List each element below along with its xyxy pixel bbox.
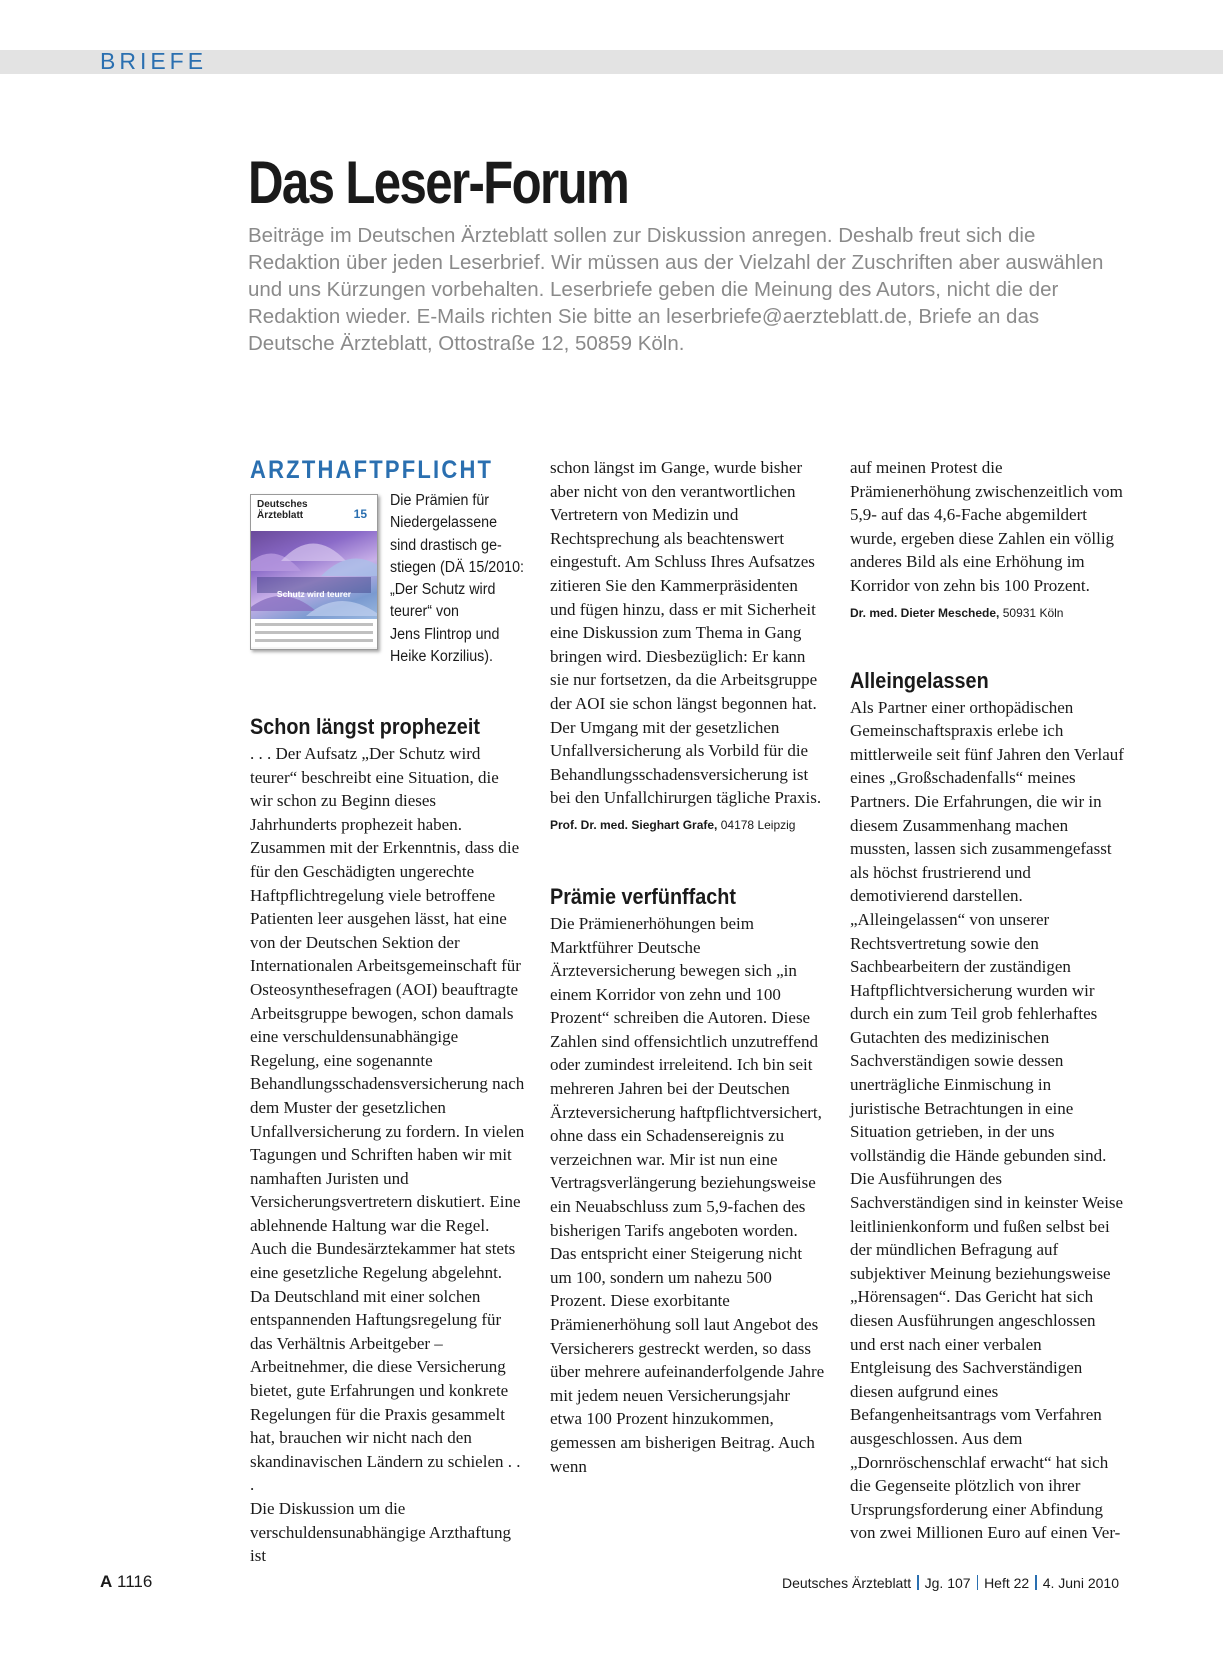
umbrella-image-icon: [251, 531, 377, 619]
journal-volume: Jg. 107: [924, 1575, 971, 1591]
intro-paragraph: Beiträge im Deutschen Ärzteblatt sollen zur Diskussion anregen. Deshalb freut sich die Redaktion über jeden Leserbrief. Wir müssen aus der Vielzahl der Zuschriften aber auswählen und uns Kürzungen vorbehalten. Leserbriefe geben die Meinung des Autors, nicht die der Redaktion wieder. E-Mails richten Sie bitte an leserbriefe@aerzteblatt.de, Briefe an das Deutsche Ärzteblatt, Ottostraße 12, 50859 Köln.: [248, 224, 1104, 355]
letter-2-body: Die Prämienerhöhungen beim Marktführer Deutsche Ärzteversicherung bewegen sich „in einem Korridor von zehn und 100 Prozent“ schreiben die Autoren. Diese Zahlen sind offensichtlich unzutreffend oder zumindest irreleitend. Ich bin seit mehreren Jahren bei der Deutschen Ärzteversicherung haftpflichtversichert, ohne dass ein Schadensereignis zu verzeichnen war. Mir ist nun eine Vertragsverlängerung beziehungsweise ein Neuabschluss zum 5,9-fachen des bisherigen Tarifs angeboten worden. Das entspricht einer Steigerung nicht um 100, sondern um nahezu 500 Prozent. Diese exorbitante Prämienerhöhung soll laut Angebot des Versicherers gestreckt werden, so dass über mehrere aufeinanderfolgende Jahre mit jedem neuen Versicherungsjahr etwa 100 Prozent hinzukommen, gemessen am bisherigen Beitrag. Auch wenn: [550, 913, 825, 1476]
column-1: [250, 456, 525, 1568]
journal-issue: Heft 22: [984, 1575, 1030, 1591]
separator: [977, 1575, 979, 1590]
reference-text: [390, 490, 524, 704]
letter-1-body-continued: Die Diskussion um die verschuldensunabhängige Arzthaftung ist: [250, 1499, 512, 1566]
cover-caption: Schutz wird teurer: [276, 589, 352, 599]
section-label: BRIEFE: [100, 48, 208, 74]
separator: [917, 1575, 919, 1590]
letter-1-signature: [550, 816, 825, 834]
page-title: Das Leser-Forum: [248, 149, 629, 216]
journal-name: Deutsches Ärzteblatt: [781, 1575, 912, 1591]
letter-3-body: Als Partner einer orthopädischen Gemeinschaftspraxis erlebe ich mittlerweile seit fünf Jahren den Verlauf eines „Großschadenfalls“ meines Partners. Die Erfahrungen, die wir in diesem Zusammenhang machen mussten, lassen sich zusammengefasst als höchst frustrierend und demotivierend darstellen. „Alleingelassen“ von unserer Rechtsvertretung sowie den Sachbearbeitern der zuständigen Haftpflichtversicherung wurden wir durch ein zum Teil grob fehlerhaftes Gutachten des medizinischen Sachverständigen sowie dessen unerträgliche Einmischung in juristische Betrachtungen in eine Situation getrieben, in der uns vollständig die Hände gebunden sind. Die Ausführungen des Sachverständigen sind in keinster Weise leitlinienkonform und fußen selbst bei der mündlichen Befragung auf subjektiver Meinung beziehungsweise „Hörensagen“. Das Gericht hat sich diesen Ausführungen angeschlossen und erst nach einer verbalen Entgleisung des Sachverständigen diesen aufgrund eines Befangenheitsantrags vom Verfahren ausgeschlossen. Aus dem „Dornröschenschlaf erwacht“ hat sich die Gegenseite plötzlich von ihrer Ursprungsforderung einer Abfindung von zwei Millionen Euro auf einen Ver-: [850, 697, 1124, 1543]
spacer: [850, 622, 1125, 668]
author-name: Dr. med. Dieter Meschede,: [850, 605, 1000, 620]
letter-1-body-end: schon längst im Gange, wurde bisher aber nicht von den verantwortlichen Vertretern von Medizin und Rechtsprechung als beachtenswert eingestuft. Am Schluss Ihres Aufsatzes zitieren Sie den Kammerpräsidenten und fügen hinzu, dass er mit Sicherheit eine Diskussion zum Thema in Gang bringen wird. Diesbezüglich: Er kann sie nur fortsetzen, da die Arbeitsgruppe der AOI sie schon längst begonnen hat. Der Umgang mit der gesetzlichen Unfallversicherung als Vorbild für die Behandlungsschadensversicherung ist bei den Unfallchirurgen tägliche Praxis.: [550, 458, 822, 808]
letter-2-body-end: auf meinen Protest die Prämienerhöhung zwischenzeitlich vom 5,9- auf das 4,6-Fache abgemildert wurde, ergeben diese Zahlen ein völlig anderes Bild als eine Erhöhung im Korridor von zehn bis 100 Prozent.: [850, 458, 1123, 595]
cover-header: [251, 495, 377, 531]
cover-footer: [251, 619, 377, 647]
reference-block: [250, 490, 525, 704]
page-prefix: A: [100, 1572, 113, 1591]
letter-1-body: . . . Der Aufsatz „Der Schutz wird teurer“ beschreibt eine Situation, die wir schon zu Beginn dieses Jahrhunderts prophezeit haben. Zusammen mit der Erkenntnis, dass die für den Geschädigten ungerechte Haftpflichtregelung viele betroffene Patienten leer ausgehen lässt, hat eine von der Deutschen Sektion der Internationalen Arbeitsgemeinschaft für Osteosynthesefragen (AOI) beauftragte Arbeitsgruppe bewogen, schon damals eine verschuldensunabhängige Regelung, eine sogenannte Behandlungsschadensversicherung nach dem Muster der gesetzlichen Unfallversicherung zu fordern. In vielen Tagungen und Schriften haben wir mit namhaften Juristen und Versicherungsvertretern diskutiert. Eine ablehnende Haltung war die Regel. Auch die Bundesärztekammer hat stets eine gesetzliche Regelung abgelehnt. Da Deutschland mit einer solchen entspannenden Haftungsregelung für das Verhältnis Arbeitgeber – Arbeitnehmer, die diese Versicherung bietet, gute Erfahrungen und konkrete Regelungen für die Praxis gesammelt hat, brauchen wir nicht nach den skandinavischen Ländern zu schielen . . .: [250, 744, 525, 1495]
spacer: [550, 834, 825, 884]
reference-line: „Der Schutz wird: [390, 581, 496, 599]
reference-line: teurer“ von: [390, 603, 459, 621]
author-location: 04178 Leipzig: [720, 817, 796, 832]
letter-heading-2: Prämie verfünffacht: [550, 883, 736, 909]
column-2: [550, 456, 825, 1478]
reference-line: stiegen (DÄ 15/2010:: [390, 558, 524, 576]
page-number: [100, 1572, 152, 1592]
journal-date: 4. Juni 2010: [1042, 1575, 1119, 1591]
magazine-cover-thumbnail: [250, 494, 378, 650]
intro-text: [248, 222, 1128, 357]
reference-line: Jens Flintrop und: [390, 625, 500, 643]
separator: [1035, 1575, 1037, 1590]
topic-kicker: ARZTHAFTPFLICHT: [250, 456, 494, 484]
letter-heading-3: Alleingelassen: [850, 667, 989, 693]
column-3: [850, 456, 1125, 1545]
author-location: 50931 Köln: [1002, 605, 1064, 620]
letter-heading-1: Schon längst prophezeit: [250, 714, 480, 739]
letter-2-signature: [850, 604, 1125, 622]
cover-issue-number: 15: [353, 507, 367, 521]
reference-line: Heike Korzilius).: [390, 648, 494, 666]
reference-line: sind drastisch ge-: [390, 536, 502, 554]
page-number-value: 1116: [117, 1572, 153, 1591]
reference-line: Die Prämien für: [390, 492, 490, 509]
reference-line: Niedergelassene: [390, 514, 498, 532]
journal-footer: [782, 1575, 1119, 1591]
author-name: Prof. Dr. med. Sieghart Grafe,: [550, 817, 718, 832]
cover-brand: Deutsches Ärzteblatt: [257, 499, 308, 521]
